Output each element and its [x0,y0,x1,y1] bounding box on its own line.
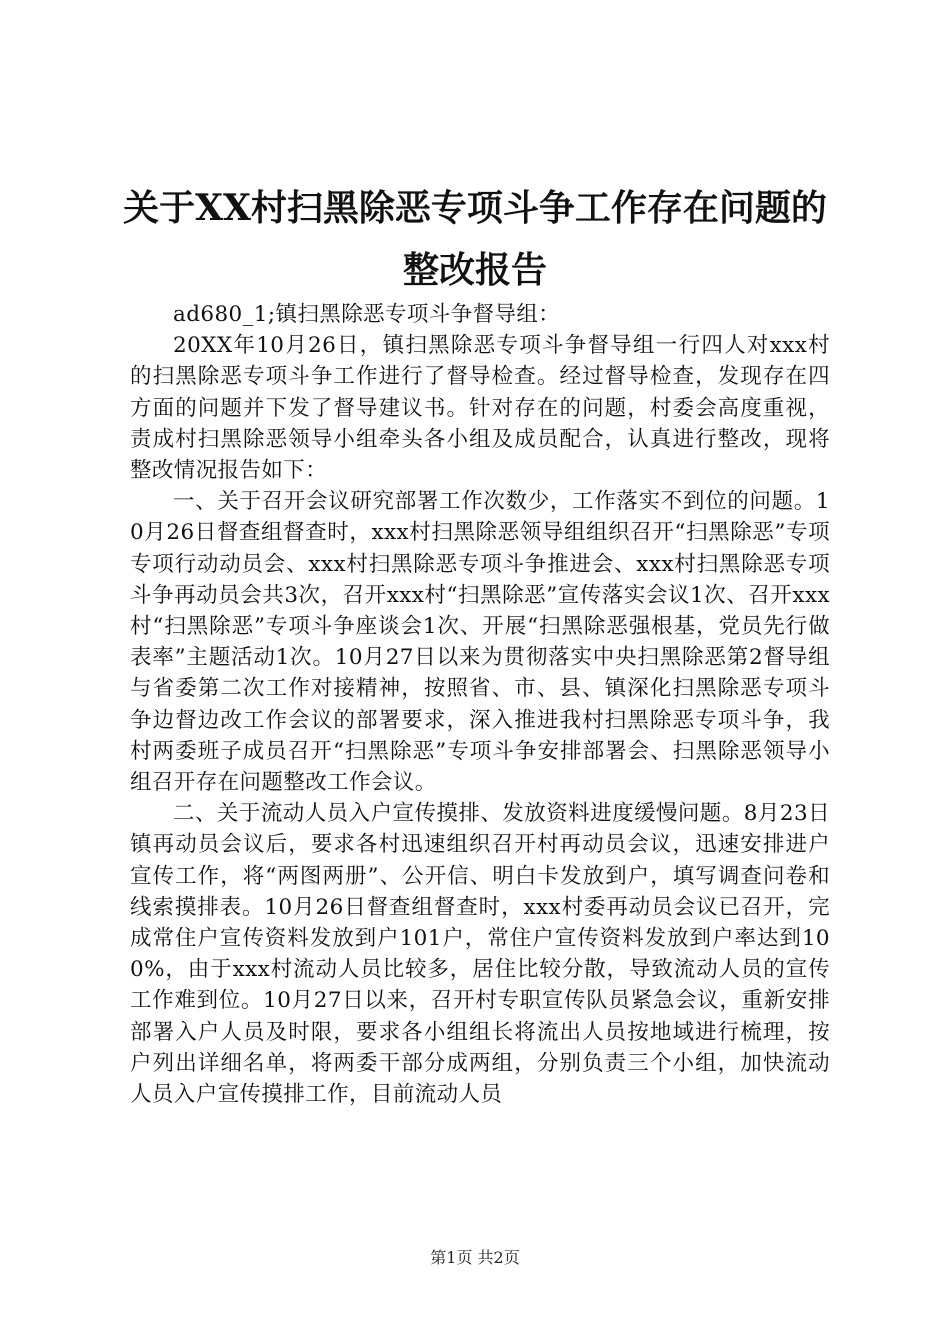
document-title-line-1: 关于XX村扫黑除恶专项斗争工作存在问题的 [123,187,827,229]
document-body [130,299,830,1110]
paragraph-section-2: 二、关于流动人员入户宣传摸排、发放资料进度缓慢问题。8月23日镇再动员会议后，要求各村迅速组织召开村再动员会议，迅速安排进户宣传工作，将“两图两册”、公开信、明白卡发放到户，填写调查问卷和线索摸排表。10月26日督查组督查时，xxx村委再动员会议已召开，完成常住户宣传资料发放到户101户，常住户宣传资料发放到户率达到100%，由于xxx村流动人员比较多，居住比较分散，导致流动人员的宣传工作难到位。10月27日以来，召开村专职宣传队员紧急会议，重新安排部署入户人员及时限，要求各小组组长将流出人员按地域进行梳理，按户列出详细名单，将两委干部分成两组，分别负责三个小组，加快流动人员入户宣传摸排工作，目前流动人员 [130,801,830,1108]
salutation: ad680_1;镇扫黑除恶专项斗争督导组： [173,302,561,327]
document-title-line-2: 整改报告 [402,249,547,291]
paragraph-intro: 20XX年10月26日，镇扫黑除恶专项斗争督导组一行四人对xxx村的扫黑除恶专项斗争工作进行了督导检查。经过督导检查，发现存在四方面的问题并下发了督导建议书。针对存在的问题，村委会高度重视，责成村扫黑除恶领导小组牵头各小组及成员配合，认真进行整改，现将整改情况报告如下： [130,333,830,484]
page-footer: 第1页 共2页 [430,1248,520,1267]
paragraph-section-1: 一、关于召开会议研究部署工作次数少，工作落实不到位的问题。10月26日督查组督查时，xxx村扫黑除恶领导组组织召开“扫黑除恶”专项专项行动动员会、xxx村扫黑除恶专项斗争推进会、xxx村扫黑除恶专项斗争再动员会共3次，召开xxx村“扫黑除恶”宣传落实会议1次、召开xxx村“扫黑除恶”专项斗争座谈会1次、开展“扫黑除恶强根基，党员先行做表率”主题活动1次。10月27日以来为贯彻落实中央扫黑除恶第2督导组与省委第二次工作对接精神，按照省、市、县、镇深化扫黑除恶专项斗争边督边改工作会议的部署要求，深入推进我村扫黑除恶专项斗争，我村两委班子成员召开“扫黑除恶”专项斗争安排部署会、扫黑除恶领导小组召开存在问题整改工作会议。 [130,489,830,796]
